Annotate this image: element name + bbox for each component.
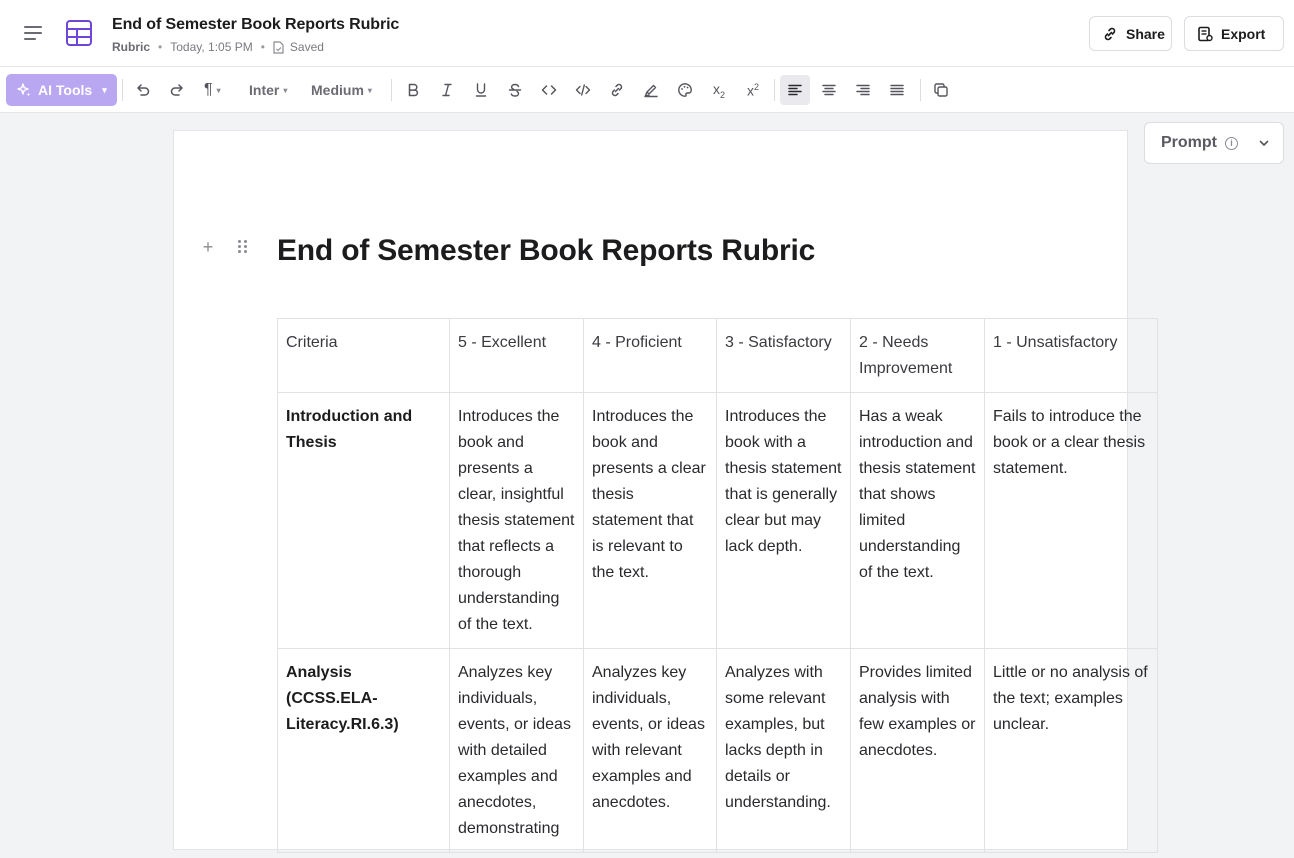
code-icon (541, 82, 557, 98)
table-cell[interactable]: Analyzes with some relevant examples, but lacks depth in details or understanding. (717, 649, 851, 853)
separator-dot: • (158, 40, 163, 54)
bold-icon (405, 82, 421, 98)
table-cell[interactable]: Introduces the book with a thesis statement that is generally clear but may lack depth. (717, 393, 851, 649)
duplicate-button[interactable] (926, 75, 956, 105)
table-cell[interactable]: Introduces the book and presents a clear thesis statement that is relevant to the text. (584, 393, 717, 649)
criteria-cell[interactable]: Introduction and Thesis (278, 393, 450, 649)
chevron-down-icon: ▾ (102, 84, 107, 95)
paragraph-style-dropdown[interactable] (204, 75, 221, 105)
column-header[interactable]: 3 - Satisfactory (717, 319, 851, 393)
table-icon[interactable] (65, 19, 93, 47)
prompt-label: Prompt (1161, 134, 1217, 151)
link-icon (609, 82, 625, 98)
toolbar-divider (122, 79, 123, 101)
highlight-button[interactable] (636, 75, 666, 105)
italic-icon (439, 82, 455, 98)
column-header[interactable]: 1 - Unsatisfactory (985, 319, 1158, 393)
save-status-label: Saved (289, 40, 324, 54)
underline-button[interactable] (466, 75, 496, 105)
redo-icon (169, 82, 185, 98)
redo-button[interactable] (162, 75, 192, 105)
font-family-value: Inter (249, 82, 280, 98)
table-cell[interactable]: Introduces the book and presents a clear, insightful thesis statement that reflects a thorough understanding of the text. (450, 393, 584, 649)
document-title[interactable]: End of Semester Book Reports Rubric (112, 16, 400, 33)
inline-code-button[interactable] (534, 75, 564, 105)
align-left-icon (787, 82, 803, 98)
chevron-down-icon (1258, 137, 1270, 149)
app-header (0, 0, 1294, 67)
export-icon (1197, 26, 1213, 42)
formatting-toolbar (0, 67, 1294, 113)
highlighter-icon (643, 82, 659, 98)
align-right-icon (855, 82, 871, 98)
criteria-cell[interactable]: Analysis (CCSS.ELA-Literacy.RI.6.3) (278, 649, 450, 853)
table-cell[interactable]: Analyzes key individuals, events, or ideas with relevant examples and anecdotes. (584, 649, 717, 853)
code-block-button[interactable] (568, 75, 598, 105)
align-center-button[interactable] (814, 75, 844, 105)
column-header[interactable]: 5 - Excellent (450, 319, 584, 393)
document-timestamp: Today, 1:05 PM (170, 40, 253, 54)
align-center-icon (821, 82, 837, 98)
bold-button[interactable] (398, 75, 428, 105)
superscript-button[interactable] (738, 75, 768, 105)
info-icon[interactable]: i (1225, 137, 1238, 150)
separator-dot: • (260, 40, 265, 54)
underline-icon (473, 82, 489, 98)
text-color-button[interactable] (670, 75, 700, 105)
ai-tools-label: AI Tools (38, 82, 93, 98)
code-block-icon (575, 82, 591, 98)
chevron-down-icon: ▾ (367, 85, 372, 95)
align-right-button[interactable] (848, 75, 878, 105)
toolbar-divider (920, 79, 921, 101)
document-meta (112, 40, 399, 54)
undo-button[interactable] (128, 75, 158, 105)
rubric-table (277, 318, 1158, 853)
table-cell[interactable]: Analyzes key individuals, events, or ideas with detailed examples and anecdotes, demonstrating (450, 649, 584, 853)
link-button[interactable] (602, 75, 632, 105)
table-cell[interactable]: Provides limited analysis with few examples or anecdotes. (851, 649, 985, 853)
subscript-button[interactable] (704, 75, 734, 105)
share-label: Share (1126, 25, 1165, 42)
chevron-down-icon: ▾ (283, 85, 288, 95)
export-button[interactable] (1184, 16, 1284, 51)
font-weight-dropdown[interactable] (311, 75, 372, 105)
font-weight-value: Medium (311, 82, 364, 98)
pilcrow-icon: ¶ (204, 81, 213, 98)
link-icon (1102, 26, 1118, 42)
table-cell[interactable]: Little or no analysis of the text; examples unclear. (985, 649, 1158, 853)
toolbar-divider (391, 79, 392, 101)
align-left-button[interactable] (780, 75, 810, 105)
ai-tools-button[interactable] (6, 74, 117, 106)
column-header[interactable]: Criteria (278, 319, 450, 393)
font-family-dropdown[interactable] (249, 75, 287, 105)
subscript-icon: $x_2$ (712, 80, 725, 100)
strikethrough-button[interactable] (500, 75, 530, 105)
undo-icon (135, 82, 151, 98)
share-button[interactable] (1089, 16, 1172, 51)
table-header-row (278, 319, 1158, 393)
palette-icon (677, 82, 693, 98)
save-status (273, 40, 324, 54)
table-cell[interactable]: Fails to introduce the book or a clear thesis statement. (985, 393, 1158, 649)
superscript-icon: $x^2$ (746, 81, 759, 99)
column-header[interactable]: 4 - Proficient (584, 319, 717, 393)
align-justify-icon (889, 82, 905, 98)
italic-button[interactable] (432, 75, 462, 105)
table-row (278, 649, 1158, 853)
export-label: Export (1221, 25, 1266, 42)
copy-icon (933, 82, 949, 98)
document-title-block (112, 16, 399, 54)
file-saved-icon (273, 41, 284, 54)
document-type: Rubric (112, 40, 151, 54)
align-justify-button[interactable] (882, 75, 912, 105)
strikethrough-icon (507, 82, 523, 98)
rubric-table-container (277, 318, 1148, 858)
chevron-down-icon: ▾ (216, 85, 221, 95)
menu-icon[interactable] (24, 22, 48, 44)
table-row (278, 393, 1158, 649)
prompt-panel-toggle[interactable] (1144, 122, 1284, 164)
column-header[interactable]: 2 - Needs Improvement (851, 319, 985, 393)
toolbar-divider (774, 79, 775, 101)
sparkle-icon (16, 82, 32, 98)
document-heading[interactable]: End of Semester Book Reports Rubric (277, 234, 816, 267)
add-block-icon[interactable]: + (202, 237, 214, 257)
drag-handle-icon[interactable] (238, 240, 250, 256)
table-cell[interactable]: Has a weak introduction and thesis statement that shows limited understanding of the text. (851, 393, 985, 649)
